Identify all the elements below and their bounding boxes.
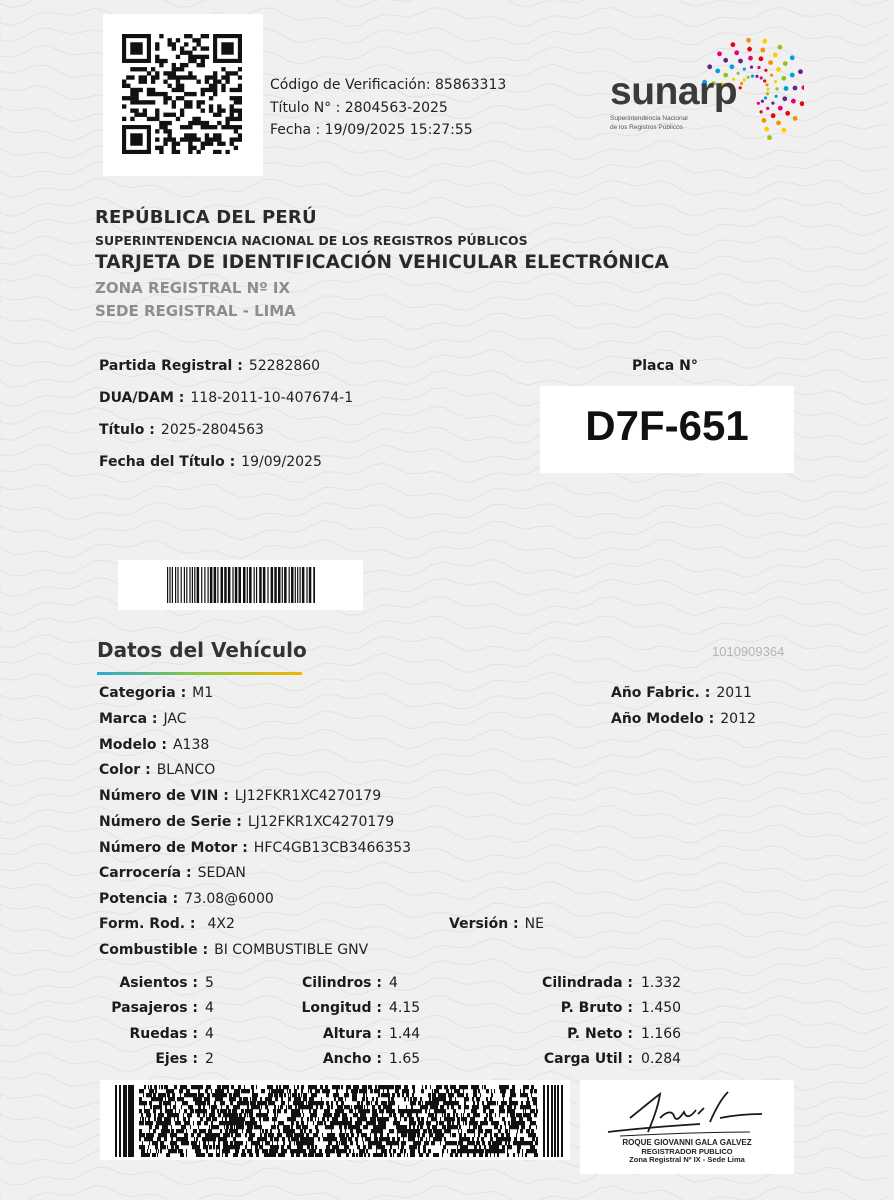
pneto-value: 1.166 bbox=[641, 1026, 682, 1042]
signatory-role: REGISTRADOR PUBLICO bbox=[641, 1146, 733, 1156]
vehicle-section-title: Datos del Vehículo bbox=[97, 638, 307, 662]
marca-field bbox=[99, 711, 187, 727]
superintendency-heading: SUPERINTENDENCIA NACIONAL DE LOS REGISTROS PÚBLICOS bbox=[95, 233, 528, 248]
pasajeros-label: Pasajeros : bbox=[111, 1000, 198, 1016]
barcode-icon bbox=[167, 567, 315, 603]
ruedas-value: 4 bbox=[205, 1026, 214, 1042]
registry-zone: ZONA REGISTRAL Nº IX bbox=[95, 279, 291, 297]
longitud-value: 4.15 bbox=[389, 1000, 421, 1016]
plate-label: Placa N° bbox=[632, 358, 698, 374]
cilindrada-label: Cilindrada : bbox=[542, 975, 633, 991]
sunarp-logo bbox=[604, 32, 804, 142]
combustible-value: BI COMBUSTIBLE GNV bbox=[214, 942, 369, 958]
signatory-name: ROQUE GIOVANNI GALA GALVEZ bbox=[622, 1138, 752, 1147]
dua-field bbox=[99, 390, 353, 406]
verification-code: Código de Verificación: 85863313 bbox=[270, 77, 507, 93]
categoria-label: Categoria : bbox=[99, 685, 187, 701]
modelo-field bbox=[99, 737, 209, 753]
sunarp-brand: sunarp bbox=[610, 70, 738, 113]
potencia-label: Potencia : bbox=[99, 891, 179, 907]
fecha-titulo-value: 19/09/2025 bbox=[241, 454, 322, 470]
carga-label: Carga Util : bbox=[543, 1051, 633, 1067]
pdf417-barcode-icon bbox=[115, 1085, 563, 1157]
serie-value: LJ12FKR1XC4270179 bbox=[247, 814, 395, 830]
carga-value: 0.284 bbox=[641, 1051, 682, 1067]
cilindros-label: Cilindros : bbox=[302, 975, 382, 991]
altura-value: 1.44 bbox=[389, 1026, 421, 1042]
plate-number: D7F-651 bbox=[585, 402, 749, 449]
asientos-value: 5 bbox=[205, 975, 214, 991]
modelo-value: A138 bbox=[172, 737, 210, 753]
vin-value: LJ12FKR1XC4270179 bbox=[234, 788, 382, 804]
potencia-value: 73.08@6000 bbox=[184, 891, 274, 907]
verification-info bbox=[270, 74, 506, 142]
registry-sede: SEDE REGISTRAL - LIMA bbox=[95, 302, 296, 320]
titulo-value: 2025-2804563 bbox=[160, 422, 264, 438]
anio-fabric-field bbox=[611, 685, 752, 701]
section-underline bbox=[97, 672, 302, 675]
ruedas-label: Ruedas : bbox=[129, 1026, 198, 1042]
version-label: Versión : bbox=[449, 916, 519, 932]
card-title: TARJETA DE IDENTIFICACIÓN VEHICULAR ELECTRÓNICA bbox=[95, 252, 669, 273]
formrod-value: 4X2 bbox=[207, 916, 235, 932]
marca-label: Marca : bbox=[99, 711, 158, 727]
titulo-label: Título : bbox=[99, 422, 155, 438]
version-value: NE bbox=[524, 916, 544, 932]
republic-heading: REPÚBLICA DEL PERÚ bbox=[95, 207, 317, 228]
serie-label: Número de Serie : bbox=[99, 814, 242, 830]
dua-label: DUA/DAM : bbox=[99, 390, 185, 406]
color-label: Color : bbox=[99, 762, 151, 778]
qr-code-icon bbox=[122, 34, 242, 154]
pneto-label: P. Neto : bbox=[567, 1026, 633, 1042]
sunarp-subtitle-1: Superintendencia Nacional bbox=[610, 115, 688, 122]
marca-value: JAC bbox=[163, 711, 187, 727]
potencia-field bbox=[99, 891, 274, 907]
categoria-value: M1 bbox=[192, 685, 214, 701]
ancho-label: Ancho : bbox=[322, 1051, 382, 1067]
asientos-label: Asientos : bbox=[119, 975, 198, 991]
modelo-label: Modelo : bbox=[99, 737, 167, 753]
partida-field bbox=[99, 358, 320, 374]
fecha-titulo-field bbox=[99, 454, 322, 470]
anio-modelo-label: Año Modelo : bbox=[611, 711, 715, 727]
pbruto-value: 1.450 bbox=[641, 1000, 682, 1016]
categoria-field bbox=[99, 685, 213, 701]
anio-modelo-field bbox=[611, 711, 756, 727]
sunarp-subtitle-2: de los Registros Públicos bbox=[610, 124, 683, 131]
dua-value: 118-2011-10-407674-1 bbox=[190, 390, 354, 406]
partida-label: Partida Registral : bbox=[99, 358, 243, 374]
ejes-value: 2 bbox=[205, 1051, 214, 1067]
combustible-field bbox=[99, 942, 368, 958]
motor-field bbox=[99, 840, 411, 856]
motor-label: Número de Motor : bbox=[99, 840, 248, 856]
signatory-office: Zona Registral Nº IX - Sede Lima bbox=[629, 1155, 745, 1164]
fecha-titulo-label: Fecha del Título : bbox=[99, 454, 236, 470]
cilindros-value: 4 bbox=[389, 975, 398, 991]
ejes-label: Ejes : bbox=[155, 1051, 198, 1067]
longitud-label: Longitud : bbox=[301, 1000, 382, 1016]
document-number: 1010909364 bbox=[712, 644, 785, 659]
carroceria-field bbox=[99, 865, 246, 881]
ancho-value: 1.65 bbox=[389, 1051, 421, 1067]
carroceria-label: Carrocería : bbox=[99, 865, 192, 881]
handwritten-signature-icon bbox=[600, 1088, 770, 1140]
pbruto-label: P. Bruto : bbox=[560, 1000, 633, 1016]
color-value: BLANCO bbox=[156, 762, 216, 778]
formrod-label: Form. Rod. : bbox=[99, 916, 196, 932]
cilindrada-value: 1.332 bbox=[641, 975, 682, 991]
anio-fabric-value: 2011 bbox=[716, 685, 752, 701]
anio-fabric-label: Año Fabric. : bbox=[611, 685, 711, 701]
carroceria-value: SEDAN bbox=[197, 865, 246, 881]
vin-field bbox=[99, 788, 381, 804]
titulo-field bbox=[99, 422, 264, 438]
pasajeros-value: 4 bbox=[205, 1000, 214, 1016]
formrod-field bbox=[99, 916, 235, 932]
motor-value: HFC4GB13CB3466353 bbox=[253, 840, 412, 856]
verification-title-number: Título N° : 2804563-2025 bbox=[270, 99, 448, 116]
verification-date: Fecha : 19/09/2025 15:27:55 bbox=[270, 122, 473, 138]
vin-label: Número de VIN : bbox=[99, 788, 229, 804]
version-field bbox=[449, 916, 544, 932]
anio-modelo-value: 2012 bbox=[720, 711, 756, 727]
altura-label: Altura : bbox=[322, 1026, 382, 1042]
serie-field bbox=[99, 814, 394, 830]
color-field bbox=[99, 762, 215, 778]
signatory-block bbox=[580, 1139, 794, 1165]
partida-value: 52282860 bbox=[248, 358, 321, 374]
combustible-label: Combustible : bbox=[99, 942, 209, 958]
